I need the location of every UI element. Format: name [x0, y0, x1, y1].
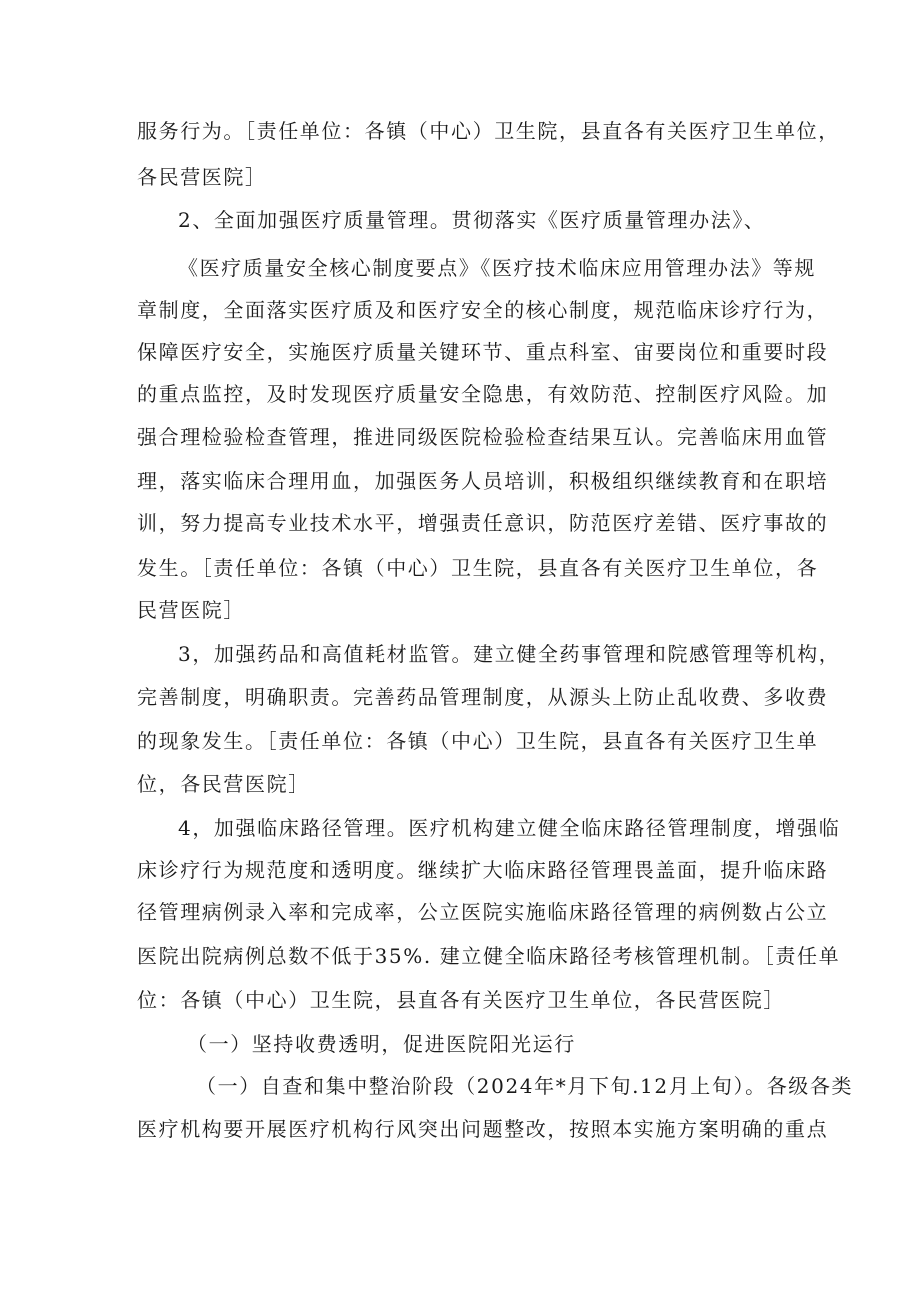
- text-line: 医院出院病例总数不低于35%. 建立健全临床路径考核管理机制。［责任单: [137, 944, 841, 968]
- text-line: 各民营医院］: [137, 165, 267, 189]
- paragraph-4-heading: 4，加强临床路径管理。医疗机构建立健全临床路径管理制度，增强临: [178, 816, 841, 840]
- text-line: 位：各镇（中心）卫生院，县直各有关医疗卫生单位，各民营医院］: [137, 988, 785, 1012]
- text-line: 保障医疗安全，实施医疗质量关键环节、重点科室、宙要岗位和重要时段: [137, 340, 829, 364]
- text-line: 章制度，全面落实医疗质及和医疗安全的核心制度，规范临床诊疗行为，: [137, 298, 829, 322]
- text-line: 完善制度，明确职责。完善药品管理制度，从源头上防止乱收费、多收费: [137, 685, 829, 709]
- text-line: 民营医院］: [137, 598, 245, 622]
- section-heading: （一）坚持收费透明，促进医院阳光运行: [187, 1032, 576, 1056]
- text-line: 服务行为。［责任单位：各镇（中心）卫生院，县直各有关医疗卫生单位，: [137, 119, 840, 143]
- paragraph-2-heading: 2、全面加强医疗质量管理。贯彻落实《医疗质量管理办法》、: [178, 208, 766, 232]
- text-line: 径管理病例录入率和完成率，公立医院实施临床路径管理的病例数占公立: [137, 900, 829, 924]
- text-line: 训，努力提高专业技术水平，增强责任意识，防范医疗差错、医疗事故的: [137, 511, 829, 535]
- text-line: 的现象发生。［责任单位：各镇（中心）卫生院，县直各有关医疗卫生单: [137, 729, 819, 753]
- text-line: 理，落实临床合理用血，加强医务人员培训，积极组织继续教育和在职培: [137, 469, 829, 493]
- paragraph-3-heading: 3，加强药品和高值耗材监管。建立健全药事管理和院感管理等机构，: [178, 642, 841, 666]
- text-line: 强合理检验检查管理，推进同级医院检验检查结果互认。完善临床用血管: [137, 425, 829, 449]
- text-line: 医疗机构要开展医疗机构行风突出问题整改，按照本实施方案明确的重点: [137, 1117, 829, 1141]
- text-line: 床诊疗行为规范度和透明度。继续扩大临床路径管理畏盖面，提升临床路: [137, 858, 829, 882]
- text-line: 位，各民营医院］: [137, 772, 310, 796]
- subsection-heading: （一）自查和集中整治阶段（2024年*月下旬.12月上旬）。各级各类: [196, 1074, 854, 1098]
- text-line: 发生。［责任单位：各镇（中心）卫生院，县直各有关医疗卫生单位，各: [137, 556, 819, 580]
- text-line: 的重点监控，及时发现医疗质量安全隐患，有效防范、控制医疗风险。加: [137, 382, 829, 406]
- text-line: 《医疗质量安全核心制度要点》《医疗技术临床应用管理办法》等规: [178, 256, 816, 280]
